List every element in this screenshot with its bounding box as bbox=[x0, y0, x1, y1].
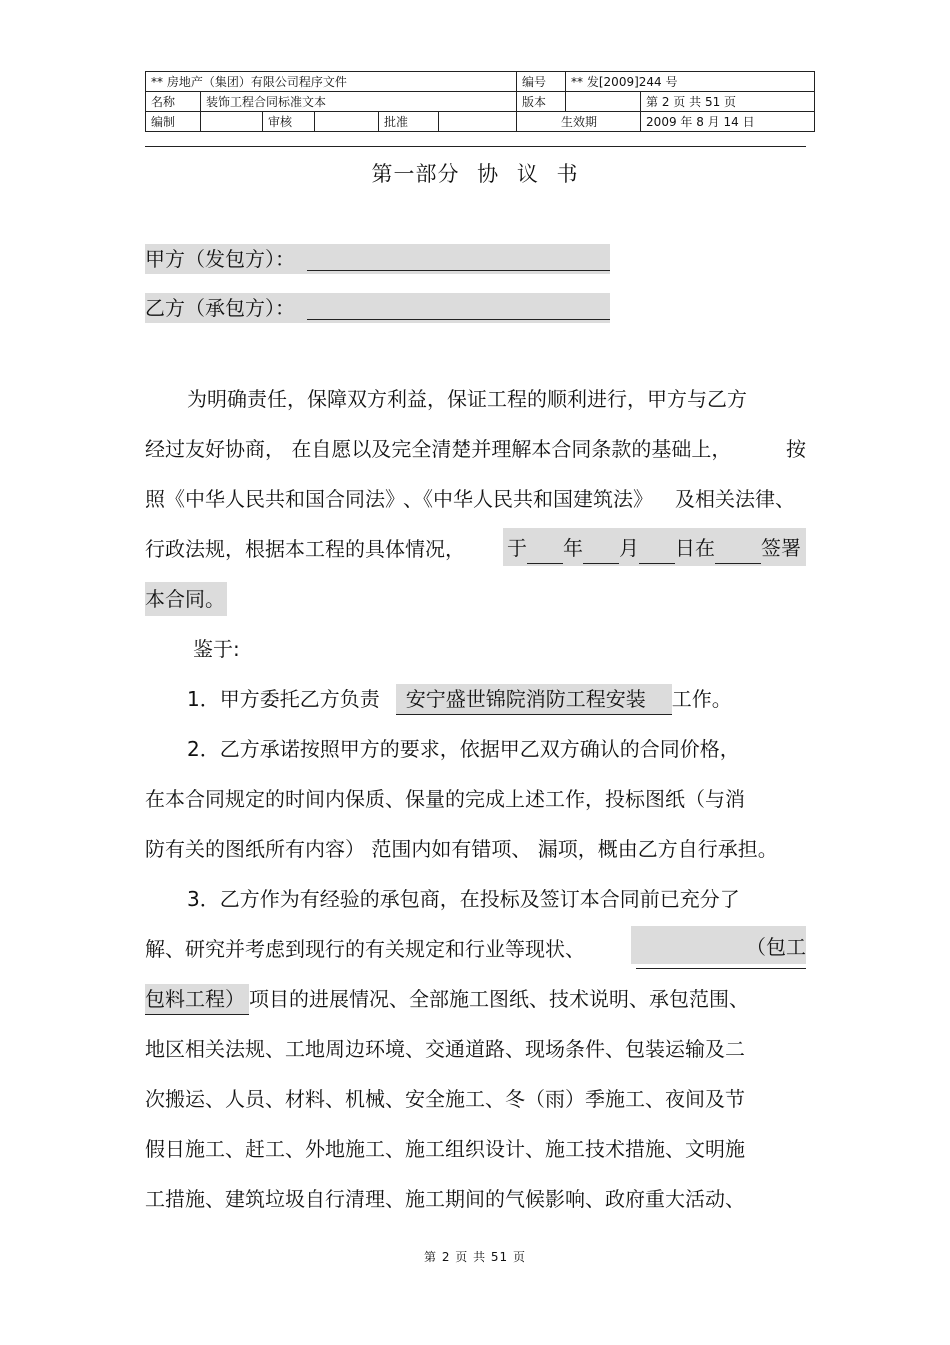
paragraph-line bbox=[145, 484, 806, 514]
year-blank[interactable] bbox=[527, 541, 563, 564]
document-control-table bbox=[145, 71, 815, 132]
month-blank[interactable] bbox=[583, 541, 619, 564]
item-2-line: 2．乙方承诺按照甲方的要求，依据甲乙双方确认的合同价格， bbox=[187, 737, 740, 761]
header-divider bbox=[145, 146, 806, 147]
party-a-field[interactable] bbox=[145, 244, 610, 274]
item-3-line bbox=[145, 984, 806, 1014]
contract-type-field[interactable] bbox=[631, 926, 806, 964]
sign-day: 日在 bbox=[675, 536, 715, 560]
party-a-blank[interactable] bbox=[307, 248, 610, 271]
page-footer: 第 2 页 共 51 页 bbox=[424, 1250, 526, 1264]
version-label: 版本 bbox=[517, 92, 566, 112]
compile-label: 编制 bbox=[146, 112, 201, 132]
text-segment: 及相关法律、 bbox=[675, 487, 795, 511]
text-segment: 行政法规，根据本工程的具体情况， bbox=[145, 537, 465, 561]
item-3-line: 3．乙方作为有经验的承包商，在投标及签订本合同前已充分了 bbox=[187, 887, 740, 911]
text-segment: 、《中华人民共和国建筑法》 bbox=[403, 487, 653, 511]
text-segment: 按 bbox=[786, 437, 806, 461]
code-value: ** 发[2009]244 号 bbox=[566, 72, 815, 92]
signing-date-field[interactable] bbox=[503, 528, 806, 566]
sign-end: 签署 bbox=[761, 536, 801, 560]
text-segment: 解、研究并考虑到现行的有关规定和行业等现状、 bbox=[145, 937, 585, 961]
code-label: 编号 bbox=[517, 72, 566, 92]
text-segment: 1．甲方委托乙方负责 bbox=[187, 687, 380, 711]
day-blank[interactable] bbox=[639, 541, 675, 564]
review-label: 审核 bbox=[263, 112, 315, 132]
whereas-label: 鉴于: bbox=[193, 637, 240, 661]
contract-type-end: 包料工程） bbox=[145, 984, 249, 1015]
item-3-line: 假日施工、赶工、外地施工、施工组织设计、施工技术措施、文明施 bbox=[145, 1137, 745, 1161]
item-2-line: 在本合同规定的时间内保质、保量的完成上述工作，投标图纸（与消 bbox=[145, 787, 745, 811]
item-3-line: 地区相关法规、工地周边环境、交通道路、现场条件、包装运输及二 bbox=[145, 1037, 745, 1061]
item-3-line: 工措施、建筑垃圾自行清理、施工期间的气候影响、政府重大活动、 bbox=[145, 1187, 745, 1211]
party-a-label: 甲方（发包方）： bbox=[145, 247, 295, 271]
text-segment: 工作。 bbox=[671, 687, 732, 711]
name-label: 名称 bbox=[146, 92, 201, 112]
item-3-line: 次搬运、人员、材料、机械、安全施工、冬（雨）季施工、夜间及节 bbox=[145, 1087, 745, 1111]
item-2-line: 防有关的图纸所有内容） 范围内如有错项、 漏项，概由乙方自行承担。 bbox=[145, 837, 778, 861]
sign-month: 月 bbox=[619, 536, 639, 560]
section-title: 第一部分 协 议 书 bbox=[371, 162, 579, 186]
sign-yu: 于 bbox=[507, 536, 527, 560]
project-name: 安宁盛世锦院消防工程安装 bbox=[396, 684, 672, 715]
company-doc-title: ** 房地产（集团）有限公司程序文件 bbox=[146, 72, 517, 92]
contract-type-start: （包工 bbox=[636, 926, 806, 969]
review-value bbox=[315, 112, 379, 132]
text-segment: 照《中华人民共和国合同法》 bbox=[145, 487, 395, 511]
version-value bbox=[566, 92, 641, 112]
name-value: 装饰工程合同标准文本 bbox=[201, 92, 517, 112]
paragraph-line bbox=[145, 434, 806, 464]
effective-date: 2009 年 8 月 14 日 bbox=[641, 112, 815, 132]
place-blank[interactable] bbox=[715, 541, 761, 564]
text-segment: 本合同。 bbox=[145, 582, 227, 616]
party-b-field[interactable] bbox=[145, 293, 610, 323]
item-1 bbox=[145, 684, 806, 714]
party-b-label: 乙方（承包方）： bbox=[145, 296, 295, 320]
text-segment: 项目的进展情况、全部施工图纸、技术说明、承包范围、 bbox=[249, 987, 749, 1011]
page-info: 第 2 页 共 51 页 bbox=[641, 92, 815, 112]
sign-year: 年 bbox=[563, 536, 583, 560]
compile-value bbox=[201, 112, 263, 132]
party-b-blank[interactable] bbox=[307, 297, 610, 320]
text-segment: 经过友好协商， 在自愿以及完全清楚并理解本合同条款的基础上， bbox=[145, 437, 732, 461]
approve-value bbox=[439, 112, 517, 132]
paragraph-line: 为明确责任，保障双方利益，保证工程的顺利进行，甲方与乙方 bbox=[187, 387, 747, 411]
effective-label: 生效期 bbox=[517, 112, 641, 132]
paragraph-line bbox=[145, 582, 227, 612]
approve-label: 批准 bbox=[379, 112, 439, 132]
